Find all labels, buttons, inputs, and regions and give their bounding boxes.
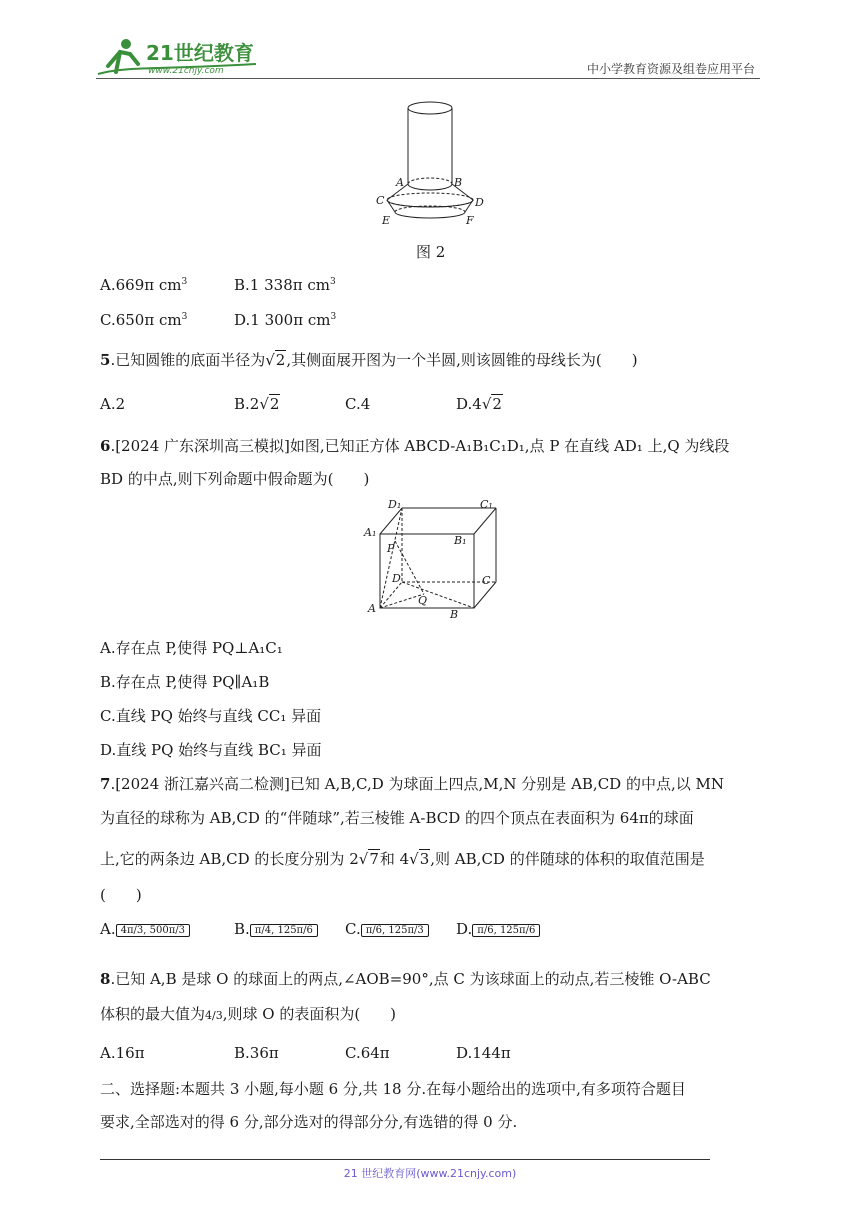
q5-option-b[interactable]: B.2√2 [234, 395, 280, 413]
section2-instructions-line1: 二、选择题:本题共 3 小题,每小题 6 分,共 18 分.在每小题给出的选项中,有多项符合题目 [100, 1080, 686, 1098]
q5-option-c[interactable]: C.4 [345, 395, 371, 413]
option-letter: D. [234, 311, 251, 329]
option-exponent: 3 [330, 277, 336, 287]
q6-option-a[interactable]: A.存在点 P,使得 PQ⊥A₁C₁ [100, 639, 283, 657]
q8-text-1: .已知 A,B 是球 O 的球面上的两点,∠AOB=90°,点 C 为该球面上的动点,若三棱锥 O-ABC [110, 970, 711, 988]
q5-radical: 2 [275, 351, 286, 369]
option-exponent: 3 [181, 312, 188, 322]
interval-bracket: π/4, 125π/6 [250, 924, 318, 937]
footer-divider [100, 1159, 710, 1160]
q8-stem-line1 [100, 968, 711, 989]
q5-text-b: ,其侧面展开图为一个半圆,则该圆锥的母线长为( ) [286, 351, 638, 369]
interval-high: 500π/3 [149, 924, 186, 936]
option-text: B.2 [234, 395, 260, 413]
q4-option-d[interactable] [234, 311, 336, 329]
q8-stem-line2 [100, 1003, 396, 1024]
q6-option-b[interactable]: B.存在点 P,使得 PQ∥A₁B [100, 673, 270, 691]
fig2-label-D: D [475, 196, 484, 209]
q7-option-d[interactable] [456, 920, 540, 938]
option-letter: C. [345, 920, 361, 938]
section2-instructions-line2: 要求,全部选对的得 6 分,部分选对的得部分分,有选错的得 0 分. [100, 1113, 518, 1131]
q6-option-c[interactable]: C.直线 PQ 始终与直线 CC₁ 异面 [100, 707, 322, 725]
site-logo[interactable] [96, 36, 266, 78]
question-number: 5 [100, 351, 111, 369]
q6-text-1: .[2024 广东深圳高三模拟]如图,已知正方体 ABCD-A₁B₁C₁D₁,点 P 在直线 AD₁ 上,Q 为线段 [110, 437, 730, 455]
q8-text-2b: ,则球 O 的表面积为( ) [222, 1005, 397, 1023]
q7-stem-line1 [100, 773, 724, 794]
cube-label-D: D [392, 572, 401, 585]
q7-option-b[interactable] [234, 920, 318, 938]
question-number: 8 [100, 970, 111, 988]
fig2-label-F: F [466, 214, 474, 227]
interval-low: π/6 [477, 924, 494, 936]
option-text: 1 300π cm [250, 311, 331, 329]
option-letter: A. [100, 920, 116, 938]
cube-diagram [362, 496, 502, 620]
q4-option-c[interactable] [100, 311, 187, 329]
q4-option-a[interactable] [100, 276, 187, 294]
figure-2-diagram [370, 98, 490, 230]
interval-low: π/4 [254, 924, 272, 936]
q4-option-b[interactable] [234, 276, 336, 294]
option-letter: A. [100, 276, 116, 294]
q7-text-3a: 上,它的两条边 AB,CD 的长度分别为 2 [100, 850, 359, 868]
q7-radical-1: 7 [369, 850, 379, 868]
interval-low: π/6 [365, 924, 383, 936]
cube-label-P: P [387, 542, 395, 555]
header-divider [96, 78, 760, 79]
q7-stem-line2: 为直径的球称为 AB,CD 的“伴随球”,若三棱锥 A-BCD 的四个顶点在表面积为 64π的球面 [100, 809, 694, 827]
q7-text-3c: ,则 AB,CD 的伴随球的体积的取值范围是 [430, 850, 705, 868]
q8-fraction: 4/3 [205, 1009, 223, 1022]
fig2-label-B: B [454, 176, 463, 189]
option-text: 669π cm [115, 276, 182, 294]
interval-bracket: π/6, 125π/3 [361, 924, 429, 937]
option-letter: B. [234, 920, 250, 938]
platform-label: 中小学教育资源及组卷应用平台 [586, 62, 755, 76]
fig2-label-A: A [396, 176, 404, 189]
q8-option-c[interactable]: C.64π [345, 1044, 390, 1062]
q6-option-d[interactable]: D.直线 PQ 始终与直线 BC₁ 异面 [100, 741, 322, 759]
q8-option-a[interactable]: A.16π [100, 1044, 145, 1062]
q6-stem-line1 [100, 435, 729, 456]
option-exponent: 3 [330, 312, 337, 322]
cube-label-B1: B₁ [454, 534, 467, 547]
cube-label-D1: D₁ [388, 498, 402, 511]
option-letter: B. [234, 276, 250, 294]
fig2-label-C: C [376, 194, 385, 207]
interval-high: 125π/6 [499, 924, 536, 936]
option-radical: 2 [269, 395, 280, 413]
q7-text-1: .[2024 浙江嘉兴高二检测]已知 A,B,C,D 为球面上四点,M,N 分别是 AB,CD 的中点,以 MN [110, 775, 724, 793]
fig2-label-E: E [382, 214, 391, 227]
option-radical: 2 [492, 395, 502, 413]
question-number: 7 [100, 775, 111, 793]
q5-option-a[interactable]: A.2 [100, 395, 126, 413]
cube-label-A: A [368, 602, 376, 615]
option-text: 650π cm [115, 311, 182, 329]
q7-stem-line4: ( ) [100, 886, 142, 904]
logo-url: www.21cnjy.com [148, 66, 224, 76]
q8-text-2a: 体积的最大值为 [100, 1005, 206, 1023]
option-letter: D. [456, 920, 473, 938]
runner-logo-icon [96, 36, 266, 78]
figure-2-caption: 图 2 [416, 243, 446, 261]
interval-high: 125π/6 [277, 924, 313, 936]
interval-bracket: 4π/3, 500π/3 [116, 924, 190, 937]
logo-text: 21世纪教育 [146, 41, 254, 65]
cube-label-C1: C₁ [480, 498, 493, 511]
q6-stem-line2: BD 的中点,则下列命题中假命题为( ) [100, 470, 370, 488]
q7-option-a[interactable] [100, 920, 190, 938]
cube-label-Q: Q [418, 594, 428, 607]
interval-bracket: π/6, 125π/6 [472, 924, 540, 937]
q8-option-b[interactable]: B.36π [234, 1044, 279, 1062]
option-text: D.4 [456, 395, 482, 413]
option-letter: C. [100, 311, 116, 329]
cube-label-B: B [450, 608, 459, 620]
cube-label-A1: A₁ [364, 526, 377, 539]
question-number: 6 [100, 437, 111, 455]
option-exponent: 3 [181, 277, 188, 287]
q7-radical-2: 3 [419, 850, 430, 868]
interval-low: 4π/3 [120, 924, 144, 936]
option-text: 1 338π cm [249, 276, 330, 294]
q8-option-d[interactable]: D.144π [456, 1044, 511, 1062]
q7-stem-line3: 上,它的两条边 AB,CD 的长度分别为 2√7和 4√3,则 AB,CD 的伴随球的体积的取值范围是 [100, 850, 705, 868]
q5-text-a: .已知圆锥的底面半径为 [110, 351, 266, 369]
footer-link[interactable]: 21 世纪教育网(www.21cnjy.com) [343, 1167, 517, 1180]
q7-option-c[interactable] [345, 920, 429, 938]
q5-stem: 5.已知圆锥的底面半径为√2,其侧面展开图为一个半圆,则该圆锥的母线长为( ) [100, 351, 638, 369]
q5-option-d[interactable]: D.4√2 [456, 395, 502, 413]
cube-label-C: C [482, 574, 491, 587]
q7-text-3b: 和 4 [379, 850, 410, 868]
interval-high: 125π/3 [388, 924, 424, 936]
